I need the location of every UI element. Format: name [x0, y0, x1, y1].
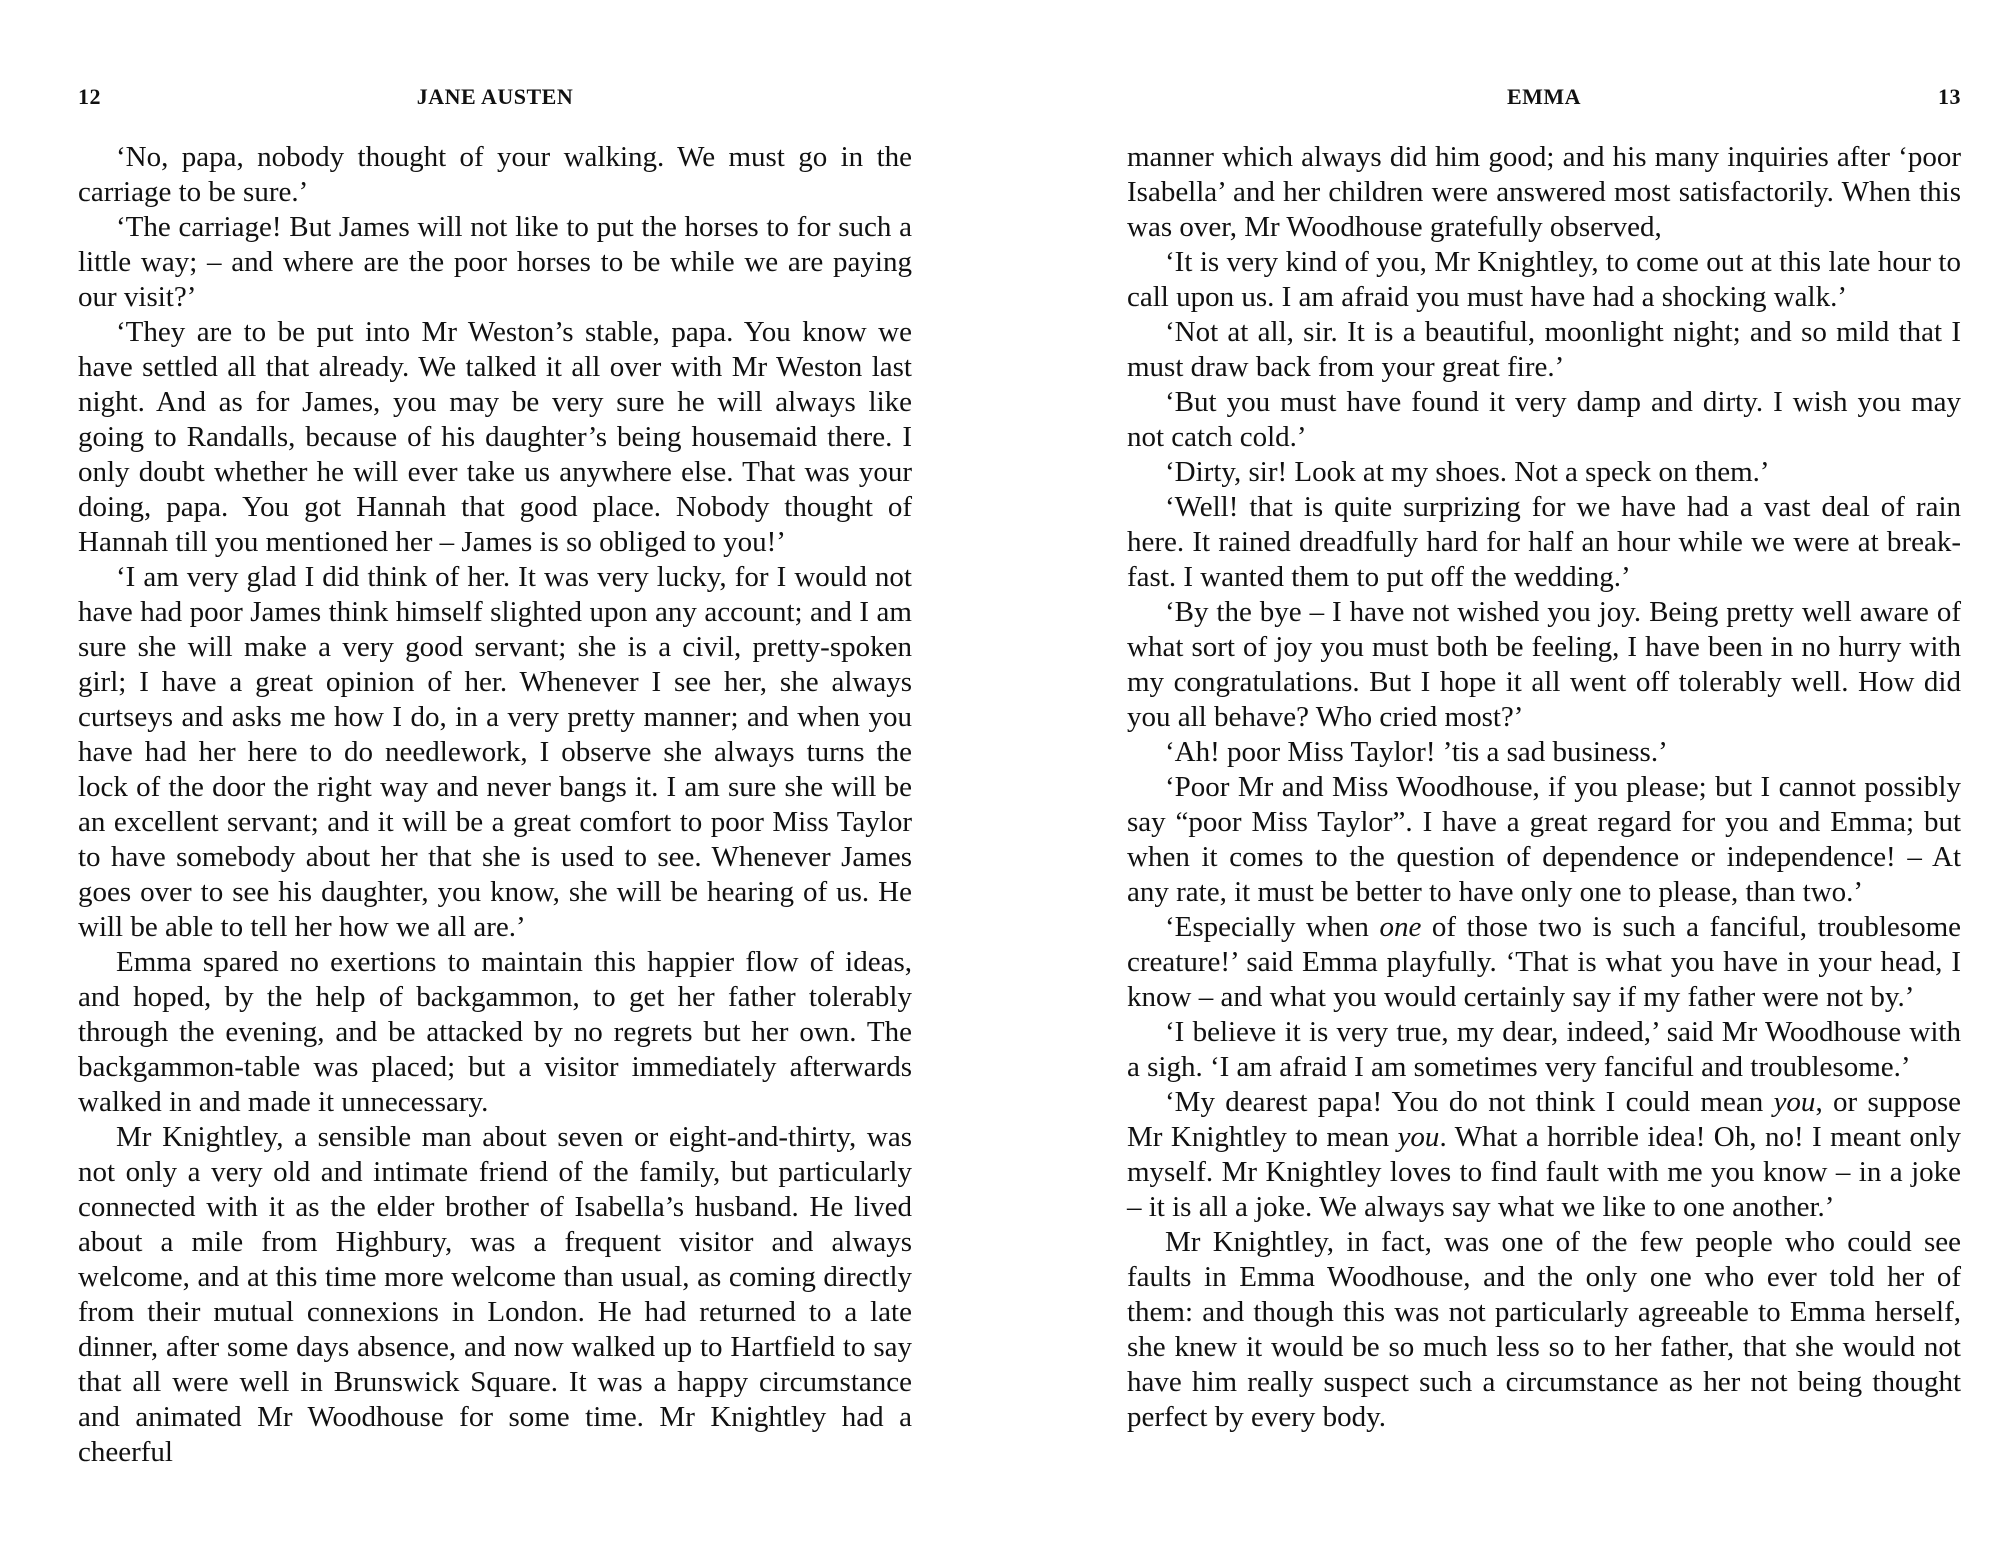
paragraph: ‘I am very glad I did think of her. It was very lucky, for I would not have had poor James think himself slighted upon any account; and I am sure she will make a very good servant; she is a civil, pretty-spoken girl; I have a great opinion of her. Whenever I see her, she always curtseys and asks me how I do, in a very pretty manner; and when you have had her here to do needlework, I observe she always turns the lock of the door the right way and never bangs it. I am sure she will be an excellent servant; and it will be a great comfort to poor Miss Taylor to have somebody about her that she is used to see. Whenever James goes over to see his daughter, you know, she will be hearing of us. He will be able to tell her how we all are.’ — [78, 561, 912, 943]
paragraph: ‘By the bye – I have not wished you joy. Being pretty well aware of what sort of joy you must both be feeling, I have been in no hurry with my congratulations. But I hope it all went off tolerably well. How did you all behave? Who cried most?’ — [1127, 596, 1961, 733]
body-text — [1127, 140, 1961, 1435]
text-run: of those two is such a fanciful, troublesome creature!’ said Emma playfully. ‘That is what you have in your head, I know – and what you would certainly say if my father were not by.’ — [1127, 911, 1961, 1013]
emphasis: you — [1397, 1121, 1440, 1153]
right-page — [1000, 0, 2000, 1544]
body-text — [78, 140, 912, 1470]
text-run: , or suppose Mr Knightley to mean — [1127, 1086, 1962, 1153]
paragraph — [1127, 1085, 1961, 1225]
paragraph: ‘The carriage! But James will not like to put the horses to for such a little way; – and where are the poor horses to be while we are paying our visit?’ — [78, 211, 912, 313]
paragraph: ‘Well! that is quite surprizing for we have had a vast deal of rain here. It rained dreadfully hard for half an hour while we were at breakfast. I wanted them to put off the wedding.’ — [1127, 491, 1961, 593]
paragraph: ‘No, papa, nobody thought of your walking. We must go in the carriage to be sure.’ — [78, 141, 912, 208]
text-run: ‘My dearest papa! You do not think I could mean — [1165, 1086, 1774, 1118]
paragraph: Mr Knightley, a sensible man about seven or eight-and-thirty, was not only a very old and intimate friend of the family, but particularly connected with it as the elder brother of Isabella’s husband. He lived about a mile from Highbury, was a frequent visitor and always welcome, and at this time more welcome than usual, as coming directly from their mutual connexions in London. He had returned to a late dinner, after some days absence, and now walked up to Hartfield to say that all were well in Brunswick Square. It was a happy circumstance and animated Mr Woodhouse for some time. Mr Knightley had a cheerful — [78, 1121, 912, 1468]
paragraph — [1127, 910, 1961, 1015]
running-head: EMMA — [1506, 84, 1582, 109]
paragraph: ‘They are to be put into Mr Weston’s stable, papa. You know we have settled all that already. We talked it all over with Mr Weston last night. And as for James, you may be very sure he will always like going to Randalls, because of his daughter’s being housemaid there. I only doubt whether he will ever take us anywhere else. That was your doing, papa. You got Hannah that good place. Nobody thought of Hannah till you mentioned her – James is so obliged to you!’ — [78, 316, 912, 558]
running-head: JANE AUSTEN — [416, 84, 574, 109]
emphasis: you — [1773, 1086, 1816, 1118]
paragraph: ‘But you must have found it very damp and dirty. I wish you may not catch cold.’ — [1127, 386, 1961, 453]
paragraph: ‘It is very kind of you, Mr Knightley, to come out at this late hour to call upon us. I am afraid you must have had a shocking walk.’ — [1127, 246, 1961, 313]
page-number: 12 — [78, 84, 101, 109]
page-number: 13 — [1938, 84, 1961, 109]
paragraph: Emma spared no exertions to maintain this happier flow of ideas, and hoped, by the help of backgammon, to get her father tolerably through the evening, and be attacked by no regrets but her own. The backgammon-table was placed; but a visitor immediately afterwards walked in and made it unnecessary. — [78, 946, 912, 1118]
text-run: . What a horrible idea! Oh, no! I meant only myself. Mr Knightley loves to find fault with me you know – in a joke – it is all a joke. We always say what we like to one another.’ — [1127, 1121, 1961, 1223]
emphasis: one — [1379, 911, 1422, 943]
text-run: ‘Especially when — [1165, 911, 1380, 943]
paragraph: manner which always did him good; and his many inquiries after ‘poor Isabella’ and her children were answered most satisfactorily. When this was over, Mr Woodhouse gratefully observed, — [1127, 141, 1961, 243]
paragraph: ‘Poor Mr and Miss Woodhouse, if you please; but I cannot possibly say “poor Miss Taylor”. I have a great regard for you and Emma; but when it comes to the question of dependence or independence! – At any rate, it must be better to have only one to please, than two.’ — [1127, 771, 1961, 908]
paragraph: ‘I believe it is very true, my dear, indeed,’ said Mr Woodhouse with a sigh. ‘I am afraid I am sometimes very fanciful and troublesome.’ — [1127, 1016, 1961, 1083]
paragraph: Mr Knightley, in fact, was one of the few people who could see faults in Emma Woodhouse, and the only one who ever told her of them: and though this was not particularly agreeable to Emma herself, she knew it would be so much less so to her father, that she would not have him really suspect such a circumstance as her not being thought perfect by every body. — [1127, 1226, 1961, 1433]
paragraph: ‘Dirty, sir! Look at my shoes. Not a speck on them.’ — [1165, 456, 1770, 488]
paragraph: ‘Not at all, sir. It is a beautiful, moonlight night; and so mild that I must draw back from your great fire.’ — [1127, 316, 1961, 383]
paragraph: ‘Ah! poor Miss Taylor! ’tis a sad business.’ — [1165, 736, 1668, 768]
